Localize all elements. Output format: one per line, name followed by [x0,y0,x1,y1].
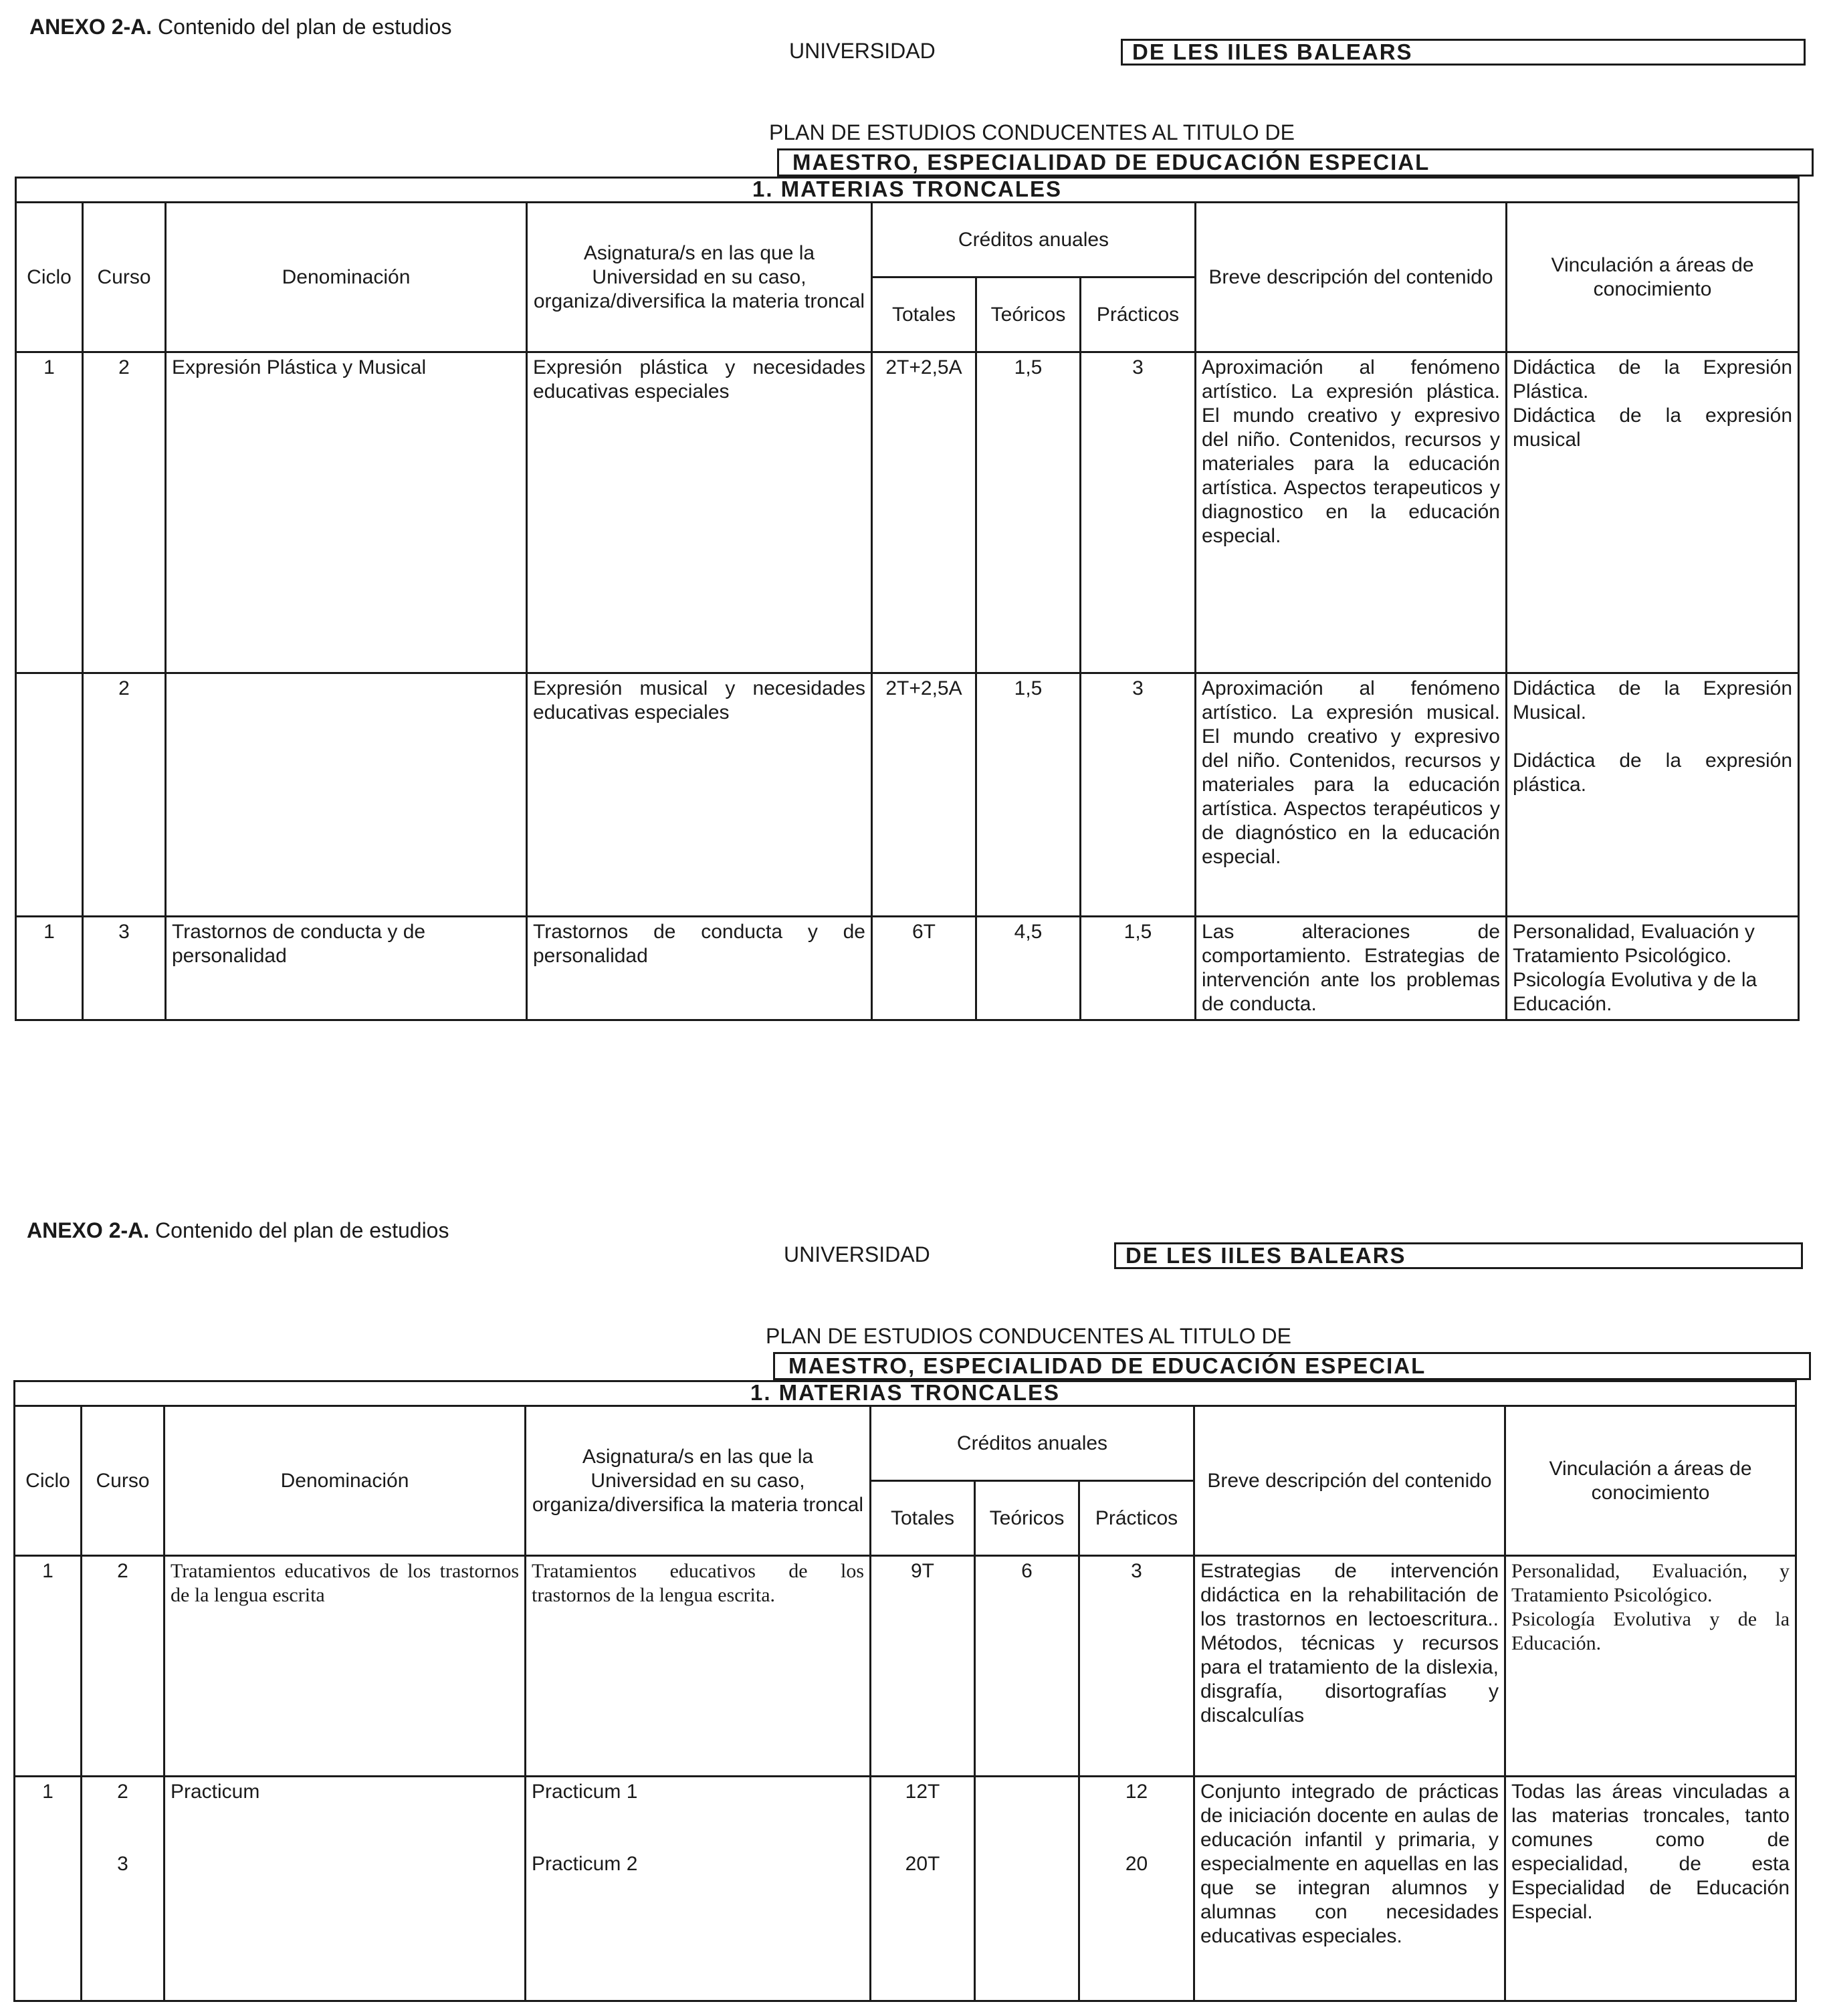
cell-ciclo: 1 [15,1777,82,2001]
vinculacion-area: Personalidad, Evaluación y Tratamiento Psicológico. [1513,921,1755,967]
header-descripcion: Breve descripción del contenido [1196,203,1507,352]
header-curso: Curso [83,203,166,352]
cell-practicos: 1,5 [1081,917,1196,1020]
subjects-table [15,177,1800,1021]
cell-descripcion: Aproximación al fenómeno artístico. La expresión plástica. El mundo creativo y expresivo del niño. Contenidos, recursos y materiales para la educación artística. Aspectos terapeuticos y diagnostico en la educación especial. [1196,352,1507,673]
cell-teoricos [975,1777,1079,2001]
header-totales: Totales [871,1481,975,1556]
header-teoricos: Teóricos [975,1481,1079,1556]
table-row [15,1777,1796,2001]
cell-descripcion: Aproximación al fenómeno artístico. La expresión musical. El mundo creativo y expresivo del niño. Contenidos, recursos y materiales para la educación artística. Aspectos terapéuticos y de diagnóstico en la educación especial. [1196,673,1507,917]
cell-curso: 2 [82,1556,165,1777]
cell-vinculacion [1505,1556,1796,1777]
cell-curso: 3 [83,917,166,1020]
header-denominacion: Denominación [165,1406,526,1556]
cell-vinculacion [1507,352,1799,673]
cell-totales: 9T [871,1556,975,1777]
annex-heading: ANEXO 2-A. Contenido del plan de estudios [29,15,452,39]
cell-ciclo: 1 [16,917,83,1020]
header-ciclo: Ciclo [16,203,83,352]
cell-vinculacion [1507,673,1799,917]
university-name: DE LES IILES BALEARS [1114,1242,1803,1269]
header-totales: Totales [872,277,976,352]
university-name: DE LES IILES BALEARS [1121,39,1806,66]
university-label: UNIVERSIDAD [789,39,936,63]
cell-teoricos: 4,5 [976,917,1081,1020]
vinculacion-area: Personalidad, Evaluación, y Tratamiento Psicológico. [1511,1560,1790,1606]
table-row [16,673,1799,917]
vinculacion-area: Didáctica de la Expresión Musical. [1513,677,1793,723]
vinculacion-area: Didáctica de la Expresión Plástica. [1513,356,1793,403]
cell-practicos: 3 [1079,1556,1194,1777]
cell-asignatura: Expresión musical y necesidades educativas especiales [527,673,872,917]
cell-ciclo: 1 [16,352,83,673]
header-vinculacion: Vinculación a áreas de conocimiento [1507,203,1799,352]
header-creditos: Créditos anuales [871,1406,1194,1481]
degree-title: MAESTRO, ESPECIALIDAD DE EDUCACIÓN ESPECIAL [773,1352,1811,1380]
header-asignatura: Asignatura/s en las que la Universidad en su caso, organiza/diversifica la materia troncal [526,1406,871,1556]
table-row [16,917,1799,1020]
cell-totales: 2T+2,5A [872,352,976,673]
header-practicos: Prácticos [1081,277,1196,352]
cell-ciclo: 1 [15,1556,82,1777]
cell-curso: 2 [83,673,166,917]
cell-totales: 2T+2,5A [872,673,976,917]
cell-teoricos: 1,5 [976,673,1081,917]
cell-descripcion: Conjunto integrado de prácticas de iniciación docente en aulas de educación infantil y primaria, y especialmente en aquellas en las que se integran alumnos y alumnas con necesidades educativas especiales. [1194,1777,1505,2001]
table-row [16,352,1799,673]
annex-heading: ANEXO 2-A. Contenido del plan de estudios [27,1218,449,1242]
cell-totales: 12T 20T [871,1777,975,2001]
cell-teoricos: 6 [975,1556,1079,1777]
section-title: 1. MATERIAS TRONCALES [15,1381,1796,1406]
page-2 [0,1218,1825,2016]
section-title: 1. MATERIAS TRONCALES [16,178,1799,203]
vinculacion-area: Didáctica de la expresión plástica. [1513,750,1793,796]
header-creditos: Créditos anuales [872,203,1196,277]
page-1 [0,15,1825,1018]
degree-title: MAESTRO, ESPECIALIDAD DE EDUCACIÓN ESPECIAL [777,148,1814,177]
cell-curso: 2 [83,352,166,673]
cell-vinculacion [1507,917,1799,1020]
cell-denominacion: Expresión Plástica y Musical [166,352,527,673]
header-vinculacion: Vinculación a áreas de conocimiento [1505,1406,1796,1556]
cell-practicos: 12 20 [1079,1777,1194,2001]
cell-denominacion: Trastornos de conducta y de personalidad [166,917,527,1020]
cell-denominacion [166,673,527,917]
cell-vinculacion: Todas las áreas vinculadas a las materias troncales, tanto comunes como de especialidad, de esta Especialidad de Educación Especial. [1505,1777,1796,2001]
cell-ciclo [16,673,83,917]
cell-descripcion: Estrategias de intervención didáctica en la rehabilitación de los trastornos en lectoescritura.. Métodos, técnicas y recursos para el tratamiento de la dislexia, disgrafía, disortografías y discalculías [1194,1556,1505,1777]
cell-denominacion: Practicum [165,1777,526,2001]
cell-asignatura: Trastornos de conducta y de personalidad [527,917,872,1020]
header-practicos: Prácticos [1079,1481,1194,1556]
cell-practicos: 3 [1081,352,1196,673]
cell-asignatura: Tratamientos educativos de los trastornos de la lengua escrita. [526,1556,871,1777]
header-ciclo: Ciclo [15,1406,82,1556]
table-row [15,1556,1796,1777]
plan-label: PLAN DE ESTUDIOS CONDUCENTES AL TITULO DE [769,120,1295,144]
cell-asignatura: Expresión plástica y necesidades educativas especiales [527,352,872,673]
cell-asignatura: Practicum 1 Practicum 2 [526,1777,871,2001]
header-teoricos: Teóricos [976,277,1081,352]
header-curso: Curso [82,1406,165,1556]
vinculacion-area: Didáctica de la expresión musical [1513,405,1793,451]
cell-denominacion: Tratamientos educativos de los trastornos de la lengua escrita [165,1556,526,1777]
vinculacion-area: Psicología Evolutiva y de la Educación. [1511,1608,1790,1654]
subjects-table [13,1380,1797,2002]
plan-label: PLAN DE ESTUDIOS CONDUCENTES AL TITULO DE [766,1324,1291,1348]
cell-descripcion: Las alteraciones de comportamiento. Estrategias de intervención ante los problemas de conducta. [1196,917,1507,1020]
header-denominacion: Denominación [166,203,527,352]
vinculacion-area: Psicología Evolutiva y de la Educación. [1513,969,1757,1015]
university-label: UNIVERSIDAD [784,1242,930,1266]
cell-totales: 6T [872,917,976,1020]
cell-teoricos: 1,5 [976,352,1081,673]
header-asignatura: Asignatura/s en las que la Universidad en su caso, organiza/diversifica la materia troncal [527,203,872,352]
cell-curso: 2 3 [82,1777,165,2001]
header-descripcion: Breve descripción del contenido [1194,1406,1505,1556]
cell-practicos: 3 [1081,673,1196,917]
